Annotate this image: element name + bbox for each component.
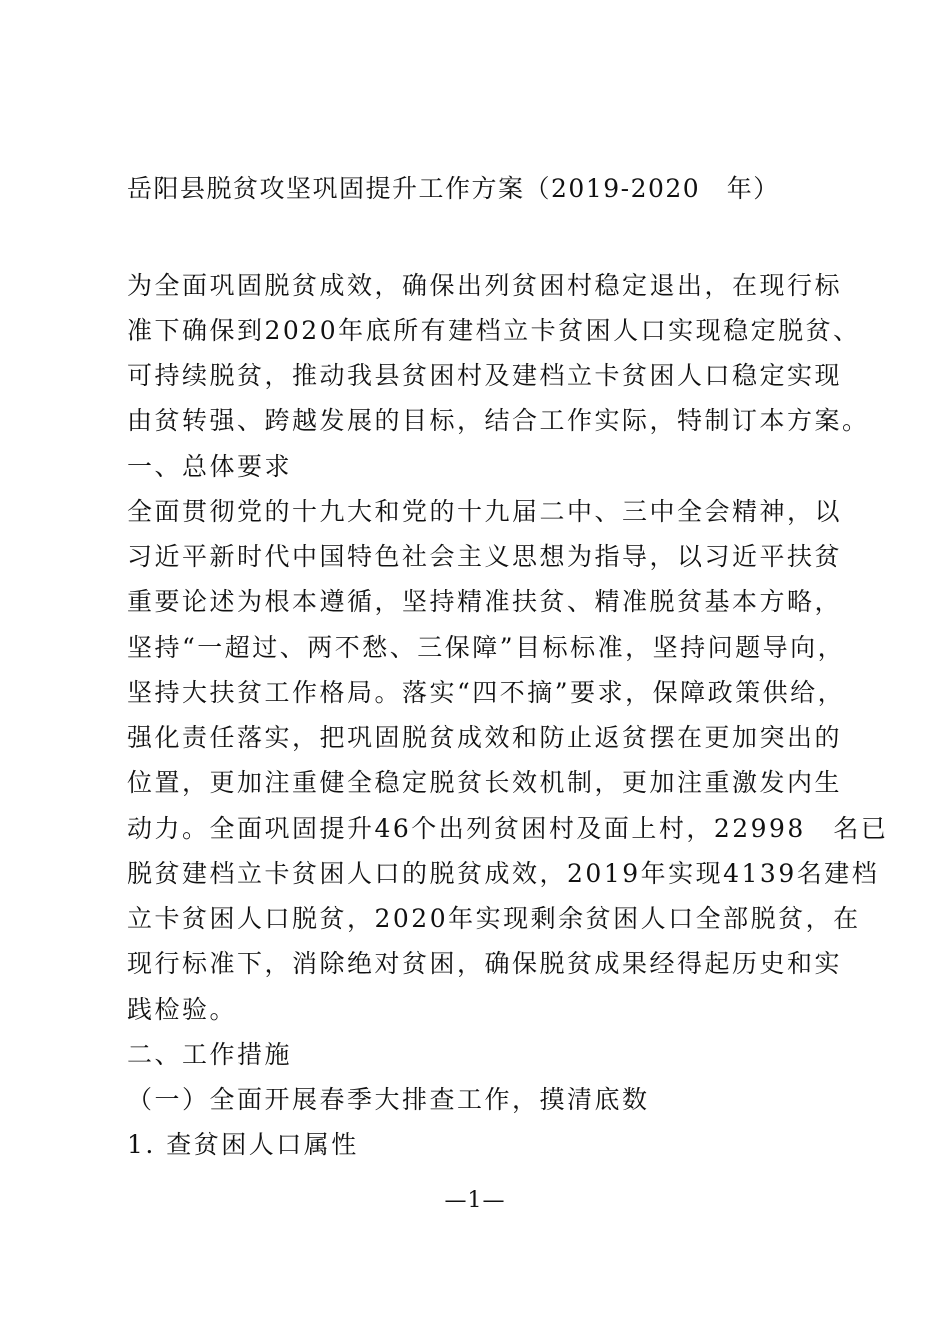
section-heading: 二、工作措施 — [127, 1040, 293, 1069]
paragraph-line: 坚持“一超过、两不愁、三保障”目标标准，坚持问题导向， — [127, 633, 846, 662]
document-title: 岳阳县脱贫攻坚巩固提升工作方案（2019-2020 年） — [127, 174, 780, 203]
page-number: —1— — [444, 1188, 506, 1213]
paragraph-line: 脱贫建档立卡贫困人口的脱贫成效，2019年实现4139名建档 — [127, 859, 880, 888]
paragraph-line: 全面贯彻党的十九大和党的十九届二中、三中全会精神，以 — [127, 497, 843, 526]
paragraph-line: 现行标准下，消除绝对贫困，确保脱贫成果经得起历史和实 — [127, 949, 843, 978]
paragraph-line: 习近平新时代中国特色社会主义思想为指导，以习近平扶贫 — [127, 542, 843, 571]
paragraph-line: 位置，更加注重健全稳定脱贫长效机制，更加注重激发内生 — [127, 768, 843, 797]
paragraph-line: 准下确保到2020年底所有建档立卡贫困人口实现稳定脱贫、 — [127, 316, 861, 345]
paragraph-line: 重要论述为根本遵循，坚持精准扶贫、精准脱贫基本方略， — [127, 587, 843, 616]
paragraph-line: 由贫转强、跨越发展的目标，结合工作实际，特制订本方案。 — [127, 406, 870, 435]
paragraph-line: 动力。全面巩固提升46个出列贫困村及面上村，22998 名已 — [127, 814, 889, 843]
paragraph-line: 强化责任落实，把巩固脱贫成效和防止返贫摆在更加突出的 — [127, 723, 843, 752]
paragraph-line: 立卡贫困人口脱贫，2020年实现剩余贫困人口全部脱贫，在 — [127, 904, 861, 933]
paragraph-line: 践检验。 — [127, 995, 238, 1024]
section-heading: 一、总体要求 — [127, 452, 293, 481]
paragraph-line: 坚持大扶贫工作格局。落实“四不摘”要求，保障政策供给， — [127, 678, 846, 707]
paragraph-line: 为全面巩固脱贫成效，确保出列贫困村稳定退出，在现行标 — [127, 271, 843, 300]
item-heading: 1. 查贫困人口属性 — [127, 1130, 359, 1159]
paragraph-line: 可持续脱贫，推动我县贫困村及建档立卡贫困人口稳定实现 — [127, 361, 843, 390]
subsection-heading: （一）全面开展春季大排查工作，摸清底数 — [127, 1085, 650, 1114]
